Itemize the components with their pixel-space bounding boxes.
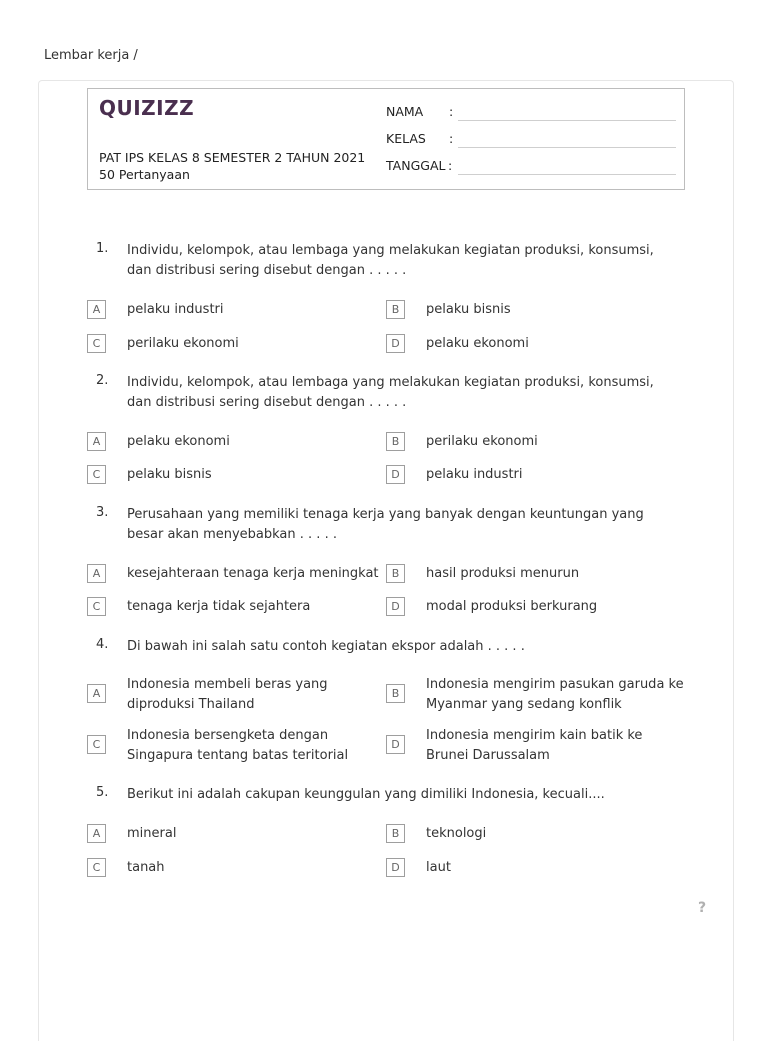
class-label: KELAS — [386, 131, 426, 146]
option-text: tenaga kerja tidak sejahtera — [127, 599, 311, 614]
option-letter-box: B — [386, 824, 405, 843]
option-letter-box: D — [386, 735, 405, 754]
class-line — [458, 147, 676, 148]
option-letter-box: C — [87, 735, 106, 754]
option-letter-box: D — [386, 597, 405, 616]
option-letter-box: D — [386, 858, 405, 877]
question-text: Berikut ini adalah cakupan keunggulan yang dimiliki Indonesia, kecuali.... — [127, 787, 605, 802]
option-letter-box: B — [386, 432, 405, 451]
option-letter-box: C — [87, 334, 106, 353]
question-text: Perusahaan yang memiliki tenaga kerja yang banyak dengan keuntungan yang besar akan menyebabkan . . . . . — [127, 507, 644, 542]
option-text: Indonesia membeli beras yang diproduksi Thailand — [127, 677, 328, 712]
option-text: pelaku bisnis — [426, 302, 511, 317]
breadcrumb — [44, 48, 138, 63]
question-number: 1. — [96, 241, 109, 256]
name-line — [458, 120, 676, 121]
option-letter-box: C — [87, 858, 106, 877]
option-letter-box: D — [386, 334, 405, 353]
quizizz-logo: QUIZIZZ — [99, 96, 195, 120]
option-text: Indonesia mengirim kain batik ke Brunei Darussalam — [426, 728, 643, 763]
option-text: tanah — [127, 860, 165, 875]
option-letter-box: C — [87, 465, 106, 484]
option-letter-box: B — [386, 300, 405, 319]
worksheet-page — [38, 80, 734, 1041]
option-letter-box: A — [87, 824, 106, 843]
option-text: kesejahteraan tenaga kerja meningkat — [127, 566, 379, 581]
date-field — [386, 158, 676, 178]
option-text: Indonesia bersengketa dengan Singapura tentang batas teritorial — [127, 728, 349, 763]
option-letter-box: A — [87, 564, 106, 583]
option-letter-box: D — [386, 465, 405, 484]
date-line — [458, 174, 676, 175]
option-text: perilaku ekonomi — [127, 336, 239, 351]
question-mark-icon[interactable]: ? — [698, 900, 707, 916]
option-text: mineral — [127, 826, 177, 841]
option-letter-box: C — [87, 597, 106, 616]
class-colon: : — [449, 131, 454, 146]
question-number: 4. — [96, 637, 109, 652]
worksheet-header — [87, 88, 685, 190]
question-number: 5. — [96, 785, 109, 800]
question-number: 3. — [96, 505, 109, 520]
name-field — [386, 104, 676, 124]
option-text: pelaku ekonomi — [426, 336, 529, 351]
date-label: TANGGAL — [386, 158, 446, 173]
breadcrumb-separator: / — [133, 48, 138, 63]
option-letter-box: B — [386, 684, 405, 703]
option-text: pelaku industri — [127, 302, 224, 317]
option-letter-box: B — [386, 564, 405, 583]
question-text: Individu, kelompok, atau lembaga yang melakukan kegiatan produksi, konsumsi, dan distribusi sering disebut dengan . . . . . — [127, 243, 654, 278]
option-text: perilaku ekonomi — [426, 434, 538, 449]
date-colon: : — [448, 158, 453, 173]
option-text: teknologi — [426, 826, 487, 841]
option-text: pelaku bisnis — [127, 467, 212, 482]
option-letter-box: A — [87, 300, 106, 319]
breadcrumb-root[interactable]: Lembar kerja — [44, 48, 130, 63]
name-colon: : — [449, 104, 454, 119]
class-field — [386, 131, 676, 151]
option-text: hasil produksi menurun — [426, 566, 580, 581]
question-number: 2. — [96, 373, 109, 388]
option-text: laut — [426, 860, 451, 875]
option-letter-box: A — [87, 432, 106, 451]
option-text: modal produksi berkurang — [426, 599, 598, 614]
question-count: 50 Pertanyaan — [99, 167, 190, 182]
option-text: pelaku industri — [426, 467, 523, 482]
worksheet-title: PAT IPS KELAS 8 SEMESTER 2 TAHUN 2021 — [99, 150, 366, 165]
option-text: pelaku ekonomi — [127, 434, 230, 449]
name-label: NAMA — [386, 104, 424, 119]
question-text: Individu, kelompok, atau lembaga yang melakukan kegiatan produksi, konsumsi, dan distribusi sering disebut dengan . . . . . — [127, 375, 654, 410]
question-text: Di bawah ini salah satu contoh kegiatan ekspor adalah . . . . . — [127, 639, 525, 654]
option-letter-box: A — [87, 684, 106, 703]
option-text: Indonesia mengirim pasukan garuda ke Myanmar yang sedang konflik — [426, 677, 684, 712]
